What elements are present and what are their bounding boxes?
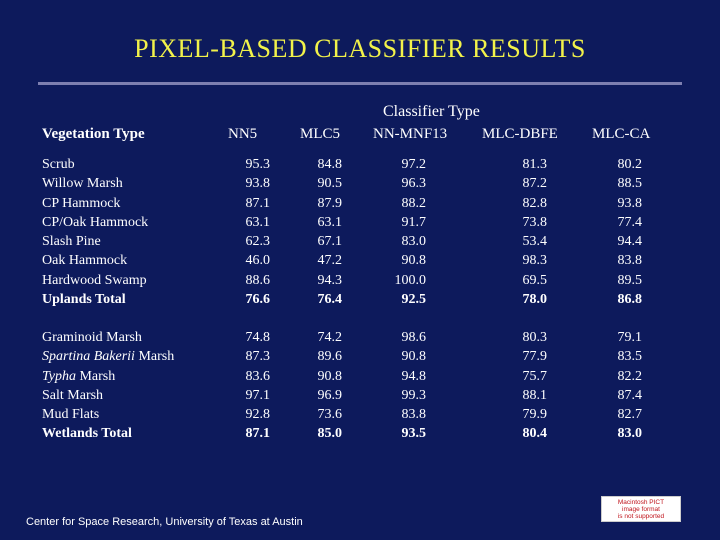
classifier-type-heading: Classifier Type bbox=[383, 103, 480, 120]
row-name: Spartina Bakerii Marsh bbox=[42, 349, 175, 365]
table-cell: 62.3 bbox=[245, 234, 270, 250]
table-cell: 82.7 bbox=[617, 407, 642, 423]
total-cell: 93.5 bbox=[401, 426, 426, 442]
row-name: Graminoid Marsh bbox=[42, 330, 142, 345]
table-cell: 67.1 bbox=[317, 234, 342, 250]
table-cell: 94.4 bbox=[617, 234, 642, 250]
table-cell: 87.2 bbox=[522, 176, 547, 192]
total-cell: 92.5 bbox=[401, 292, 426, 308]
table-cell: 93.8 bbox=[245, 176, 270, 192]
row-name: CP Hammock bbox=[42, 195, 121, 211]
table-cell: 87.4 bbox=[617, 387, 642, 403]
column-header-mlc5: MLC5 bbox=[300, 126, 341, 142]
column-header-nn-mnf13: NN-MNF13 bbox=[373, 126, 448, 142]
table-cell: 97.1 bbox=[245, 387, 270, 403]
total-cell: 80.4 bbox=[522, 426, 547, 442]
table-cell: 83.0 bbox=[401, 234, 426, 250]
table-cell: 88.5 bbox=[617, 176, 642, 192]
row-name: Hardwood Swamp bbox=[42, 272, 147, 288]
table-cell: 87.3 bbox=[245, 349, 270, 365]
total-cell: 86.8 bbox=[617, 292, 642, 308]
table-cell: 73.8 bbox=[522, 214, 547, 230]
wetlands-total-label: Wetlands Total bbox=[42, 426, 132, 442]
table-cell: 93.8 bbox=[617, 195, 642, 211]
table-cell: 83.8 bbox=[617, 253, 642, 269]
unsupported-image-placeholder: Macintosh PICT image format is not supported bbox=[601, 496, 681, 522]
table-cell: 92.8 bbox=[245, 407, 270, 423]
uplands-total-label: Uplands Total bbox=[42, 292, 126, 308]
vegetation-type-heading: Vegetation Type bbox=[42, 126, 145, 142]
table-cell: 90.8 bbox=[401, 253, 426, 269]
table-cell: 87.9 bbox=[317, 195, 342, 211]
table-cell: 83.5 bbox=[617, 349, 642, 365]
table-cell: 96.9 bbox=[317, 387, 342, 403]
wetlands-col-mlc5 bbox=[282, 328, 342, 444]
row-name: Typha Marsh bbox=[42, 368, 116, 384]
uplands-col-nn-mnf13 bbox=[366, 155, 426, 309]
table-cell: 89.5 bbox=[617, 272, 642, 288]
table-cell: 94.8 bbox=[401, 368, 426, 384]
table-cell: 88.1 bbox=[522, 387, 547, 403]
wetlands-col-nn5 bbox=[210, 328, 270, 444]
table-cell: 90.8 bbox=[401, 349, 426, 365]
table-cell: 95.3 bbox=[245, 157, 270, 172]
table-cell: 97.2 bbox=[401, 157, 426, 172]
row-name: Scrub bbox=[42, 157, 75, 172]
row-name: Mud Flats bbox=[42, 407, 100, 423]
table-cell: 75.7 bbox=[522, 368, 547, 384]
total-cell: 87.1 bbox=[245, 426, 270, 442]
table-cell: 46.0 bbox=[245, 253, 270, 269]
wetlands-col-nn-mnf13 bbox=[366, 328, 426, 444]
table-cell: 80.2 bbox=[617, 157, 642, 172]
uplands-names bbox=[42, 155, 222, 309]
total-cell: 85.0 bbox=[317, 426, 342, 442]
row-name: Willow Marsh bbox=[42, 176, 123, 192]
title-divider bbox=[38, 82, 682, 85]
table-cell: 74.2 bbox=[317, 330, 342, 345]
table-cell: 74.8 bbox=[245, 330, 270, 345]
table-cell: 82.2 bbox=[617, 368, 642, 384]
table-cell: 53.4 bbox=[522, 234, 547, 250]
table-cell: 100.0 bbox=[394, 272, 426, 288]
table-cell: 77.9 bbox=[522, 349, 547, 365]
table-cell: 63.1 bbox=[317, 214, 342, 230]
row-name: Oak Hammock bbox=[42, 253, 128, 269]
table-cell: 88.2 bbox=[401, 195, 426, 211]
table-cell: 77.4 bbox=[617, 214, 642, 230]
table-cell: 87.1 bbox=[245, 195, 270, 211]
table-cell: 82.8 bbox=[522, 195, 547, 211]
row-name: Slash Pine bbox=[42, 234, 101, 250]
total-cell: 76.6 bbox=[245, 292, 270, 308]
uplands-col-mlc-dbfe bbox=[487, 155, 547, 309]
wetlands-names bbox=[42, 328, 222, 444]
wetlands-col-mlc-dbfe bbox=[487, 328, 547, 444]
table-cell: 96.3 bbox=[401, 176, 426, 192]
table-cell: 90.5 bbox=[317, 176, 342, 192]
table-cell: 89.6 bbox=[317, 349, 342, 365]
total-cell: 76.4 bbox=[317, 292, 342, 308]
table-cell: 69.5 bbox=[522, 272, 547, 288]
table-cell: 79.9 bbox=[522, 407, 547, 423]
table-cell: 91.7 bbox=[401, 214, 426, 230]
table-cell: 80.3 bbox=[522, 330, 547, 345]
row-name: Salt Marsh bbox=[42, 387, 104, 403]
uplands-col-nn5 bbox=[210, 155, 270, 309]
table-cell: 90.8 bbox=[317, 368, 342, 384]
table-cell: 81.3 bbox=[522, 157, 547, 172]
table-cell: 84.8 bbox=[317, 157, 342, 172]
table-cell: 73.6 bbox=[317, 407, 342, 423]
table-cell: 94.3 bbox=[317, 272, 342, 288]
footer-credit: Center for Space Research, University of Texas at Austin bbox=[26, 516, 303, 528]
slide-title: PIXEL-BASED CLASSIFIER RESULTS bbox=[134, 34, 586, 63]
column-header-nn5: NN5 bbox=[228, 126, 258, 142]
table-cell: 88.6 bbox=[245, 272, 270, 288]
uplands-col-mlc5 bbox=[282, 155, 342, 309]
table-cell: 98.6 bbox=[401, 330, 426, 345]
table-cell: 79.1 bbox=[617, 330, 642, 345]
total-cell: 83.0 bbox=[617, 426, 642, 442]
uplands-col-mlc-ca bbox=[582, 155, 642, 309]
table-cell: 83.6 bbox=[245, 368, 270, 384]
table-cell: 98.3 bbox=[522, 253, 547, 269]
wetlands-col-mlc-ca bbox=[582, 328, 642, 444]
table-cell: 99.3 bbox=[401, 387, 426, 403]
column-header-mlc-ca: MLC-CA bbox=[592, 126, 651, 142]
total-cell: 78.0 bbox=[522, 292, 547, 308]
column-header-mlc-dbfe: MLC-DBFE bbox=[482, 126, 558, 142]
row-name: CP/Oak Hammock bbox=[42, 214, 149, 230]
table-cell: 83.8 bbox=[401, 407, 426, 423]
table-cell: 63.1 bbox=[245, 214, 270, 230]
table-cell: 47.2 bbox=[317, 253, 342, 269]
